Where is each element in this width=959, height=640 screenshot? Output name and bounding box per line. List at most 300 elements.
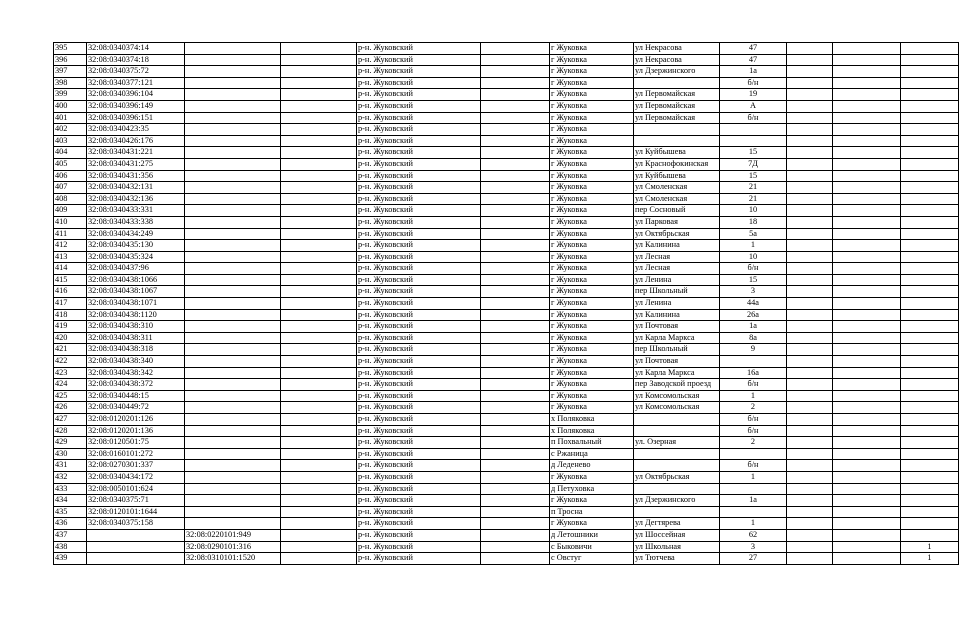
blank-cell-c xyxy=(787,529,833,541)
count-cell xyxy=(901,286,959,298)
cadastral-number-alt-cell xyxy=(185,298,281,310)
count-cell xyxy=(901,321,959,333)
row-number-cell: 413 xyxy=(54,251,87,263)
cadastral-number-alt-cell xyxy=(185,147,281,159)
blank-cell-c xyxy=(787,251,833,263)
blank-cell-a xyxy=(281,483,357,495)
count-cell xyxy=(901,367,959,379)
blank-cell-c xyxy=(787,286,833,298)
settlement-cell: г Жуковка xyxy=(550,390,634,402)
district-cell: р-н. Жуковский xyxy=(357,344,481,356)
blank-cell-a xyxy=(281,216,357,228)
house-number-cell: б/н xyxy=(720,77,787,89)
row-number-cell: 435 xyxy=(54,506,87,518)
blank-cell-b xyxy=(481,274,550,286)
street-cell xyxy=(634,135,720,147)
blank-cell-b xyxy=(481,553,550,565)
cadastral-number-cell: 32:08:0340435:130 xyxy=(87,240,185,252)
blank-cell-c xyxy=(787,390,833,402)
row-number-cell: 438 xyxy=(54,541,87,553)
blank-cell-a xyxy=(281,414,357,426)
count-cell xyxy=(901,147,959,159)
cadastral-number-alt-cell xyxy=(185,437,281,449)
settlement-cell: г Жуковка xyxy=(550,332,634,344)
settlement-cell: г Жуковка xyxy=(550,356,634,368)
blank-cell-c xyxy=(787,321,833,333)
blank-cell-a xyxy=(281,89,357,101)
count-cell xyxy=(901,425,959,437)
blank-cell-b xyxy=(481,216,550,228)
row-number-cell: 402 xyxy=(54,124,87,136)
count-cell xyxy=(901,529,959,541)
district-cell: р-н. Жуковский xyxy=(357,298,481,310)
count-cell xyxy=(901,77,959,89)
house-number-cell: 2 xyxy=(720,437,787,449)
district-cell: р-н. Жуковский xyxy=(357,529,481,541)
district-cell: р-н. Жуковский xyxy=(357,89,481,101)
district-cell: р-н. Жуковский xyxy=(357,100,481,112)
street-cell: пер Сосновый xyxy=(634,205,720,217)
settlement-cell: г Жуковка xyxy=(550,321,634,333)
blank-cell-b xyxy=(481,495,550,507)
cadastral-number-cell: 32:08:0340434:172 xyxy=(87,471,185,483)
blank-cell-b xyxy=(481,43,550,55)
district-cell: р-н. Жуковский xyxy=(357,541,481,553)
count-cell xyxy=(901,240,959,252)
cadastral-number-alt-cell xyxy=(185,332,281,344)
cadastral-number-alt-cell xyxy=(185,344,281,356)
blank-cell-c xyxy=(787,332,833,344)
blank-cell-d xyxy=(833,379,901,391)
blank-cell-d xyxy=(833,147,901,159)
cadastral-number-alt-cell xyxy=(185,274,281,286)
district-cell: р-н. Жуковский xyxy=(357,321,481,333)
blank-cell-c xyxy=(787,89,833,101)
blank-cell-d xyxy=(833,471,901,483)
blank-cell-b xyxy=(481,448,550,460)
settlement-cell: г Жуковка xyxy=(550,147,634,159)
blank-cell-a xyxy=(281,367,357,379)
house-number-cell xyxy=(720,124,787,136)
blank-cell-d xyxy=(833,553,901,565)
blank-cell-c xyxy=(787,448,833,460)
blank-cell-c xyxy=(787,471,833,483)
house-number-cell xyxy=(720,483,787,495)
row-number-cell: 439 xyxy=(54,553,87,565)
blank-cell-a xyxy=(281,100,357,112)
row-number-cell: 437 xyxy=(54,529,87,541)
blank-cell-d xyxy=(833,263,901,275)
count-cell xyxy=(901,506,959,518)
row-number-cell: 420 xyxy=(54,332,87,344)
blank-cell-d xyxy=(833,332,901,344)
count-cell xyxy=(901,344,959,356)
blank-cell-a xyxy=(281,298,357,310)
cadastral-number-alt-cell xyxy=(185,495,281,507)
settlement-cell: г Жуковка xyxy=(550,518,634,530)
count-cell xyxy=(901,54,959,66)
cadastral-number-alt-cell xyxy=(185,286,281,298)
cadastral-number-alt-cell xyxy=(185,356,281,368)
table-row xyxy=(54,170,959,182)
blank-cell-c xyxy=(787,274,833,286)
district-cell: р-н. Жуковский xyxy=(357,216,481,228)
row-number-cell: 403 xyxy=(54,135,87,147)
house-number-cell: б/н xyxy=(720,263,787,275)
blank-cell-d xyxy=(833,321,901,333)
street-cell xyxy=(634,460,720,472)
cadastral-number-cell: 32:08:0340438:1120 xyxy=(87,309,185,321)
table-row xyxy=(54,205,959,217)
cadastral-number-alt-cell xyxy=(185,518,281,530)
blank-cell-c xyxy=(787,240,833,252)
row-number-cell: 405 xyxy=(54,158,87,170)
blank-cell-c xyxy=(787,135,833,147)
settlement-cell: г Жуковка xyxy=(550,228,634,240)
table-row xyxy=(54,54,959,66)
street-cell: ул Карла Маркса xyxy=(634,367,720,379)
cadastral-number-cell: 32:08:0340449:72 xyxy=(87,402,185,414)
blank-cell-d xyxy=(833,77,901,89)
table-body xyxy=(54,43,959,565)
district-cell: р-н. Жуковский xyxy=(357,367,481,379)
house-number-cell: 2 xyxy=(720,402,787,414)
row-number-cell: 408 xyxy=(54,193,87,205)
table-row xyxy=(54,471,959,483)
blank-cell-a xyxy=(281,147,357,159)
table-row xyxy=(54,518,959,530)
house-number-cell: 1 xyxy=(720,471,787,483)
table-row xyxy=(54,437,959,449)
street-cell: ул Почтовая xyxy=(634,321,720,333)
blank-cell-b xyxy=(481,228,550,240)
table-row xyxy=(54,483,959,495)
blank-cell-c xyxy=(787,460,833,472)
row-number-cell: 424 xyxy=(54,379,87,391)
cadastral-number-alt-cell xyxy=(185,448,281,460)
cadastral-number-alt-cell xyxy=(185,321,281,333)
blank-cell-b xyxy=(481,298,550,310)
blank-cell-a xyxy=(281,43,357,55)
cadastral-number-cell: 32:08:0340435:324 xyxy=(87,251,185,263)
count-cell xyxy=(901,170,959,182)
blank-cell-c xyxy=(787,402,833,414)
count-cell xyxy=(901,332,959,344)
cadastral-number-alt-cell xyxy=(185,158,281,170)
blank-cell-a xyxy=(281,379,357,391)
street-cell: ул Смоленская xyxy=(634,193,720,205)
count-cell xyxy=(901,251,959,263)
blank-cell-a xyxy=(281,495,357,507)
street-cell: ул Комсомольская xyxy=(634,402,720,414)
house-number-cell: 62 xyxy=(720,529,787,541)
cadastral-number-alt-cell xyxy=(185,135,281,147)
street-cell: ул Первомайская xyxy=(634,100,720,112)
house-number-cell: 16а xyxy=(720,367,787,379)
settlement-cell: г Жуковка xyxy=(550,135,634,147)
cadastral-number-alt-cell xyxy=(185,170,281,182)
district-cell: р-н. Жуковский xyxy=(357,448,481,460)
blank-cell-a xyxy=(281,402,357,414)
house-number-cell: б/н xyxy=(720,112,787,124)
blank-cell-d xyxy=(833,356,901,368)
house-number-cell: 27 xyxy=(720,553,787,565)
table-row xyxy=(54,553,959,565)
blank-cell-a xyxy=(281,193,357,205)
blank-cell-d xyxy=(833,124,901,136)
count-cell xyxy=(901,414,959,426)
blank-cell-d xyxy=(833,309,901,321)
district-cell: р-н. Жуковский xyxy=(357,135,481,147)
blank-cell-c xyxy=(787,124,833,136)
cadastral-number-cell: 32:08:0340438:342 xyxy=(87,367,185,379)
table-row xyxy=(54,193,959,205)
district-cell: р-н. Жуковский xyxy=(357,170,481,182)
settlement-cell: г Жуковка xyxy=(550,193,634,205)
cadastral-number-cell: 32:08:0120101:1644 xyxy=(87,506,185,518)
blank-cell-b xyxy=(481,89,550,101)
district-cell: р-н. Жуковский xyxy=(357,379,481,391)
row-number-cell: 436 xyxy=(54,518,87,530)
table-row xyxy=(54,541,959,553)
blank-cell-d xyxy=(833,483,901,495)
house-number-cell: 1 xyxy=(720,390,787,402)
blank-cell-a xyxy=(281,390,357,402)
cadastral-number-alt-cell xyxy=(185,54,281,66)
count-cell xyxy=(901,471,959,483)
blank-cell-c xyxy=(787,216,833,228)
row-number-cell: 423 xyxy=(54,367,87,379)
blank-cell-c xyxy=(787,518,833,530)
street-cell: ул Парковая xyxy=(634,216,720,228)
table-row xyxy=(54,89,959,101)
count-cell xyxy=(901,356,959,368)
house-number-cell: 18 xyxy=(720,216,787,228)
blank-cell-d xyxy=(833,344,901,356)
count-cell xyxy=(901,43,959,55)
count-cell xyxy=(901,158,959,170)
cadastral-number-cell: 32:08:0120501:75 xyxy=(87,437,185,449)
table-row xyxy=(54,228,959,240)
row-number-cell: 396 xyxy=(54,54,87,66)
district-cell: р-н. Жуковский xyxy=(357,402,481,414)
settlement-cell: г Жуковка xyxy=(550,182,634,194)
street-cell: ул Октябрьская xyxy=(634,228,720,240)
settlement-cell: г Жуковка xyxy=(550,205,634,217)
blank-cell-c xyxy=(787,193,833,205)
district-cell: р-н. Жуковский xyxy=(357,158,481,170)
count-cell: 1 xyxy=(901,541,959,553)
row-number-cell: 418 xyxy=(54,309,87,321)
blank-cell-b xyxy=(481,460,550,472)
blank-cell-b xyxy=(481,390,550,402)
blank-cell-b xyxy=(481,158,550,170)
blank-cell-d xyxy=(833,43,901,55)
blank-cell-d xyxy=(833,390,901,402)
blank-cell-c xyxy=(787,112,833,124)
blank-cell-b xyxy=(481,100,550,112)
row-number-cell: 422 xyxy=(54,356,87,368)
blank-cell-d xyxy=(833,541,901,553)
settlement-cell: г Жуковка xyxy=(550,495,634,507)
street-cell: ул Тютчева xyxy=(634,553,720,565)
row-number-cell: 416 xyxy=(54,286,87,298)
cadastral-number-alt-cell xyxy=(185,228,281,240)
street-cell xyxy=(634,425,720,437)
cadastral-number-alt-cell xyxy=(185,193,281,205)
cadastral-number-cell: 32:08:0340437:96 xyxy=(87,263,185,275)
table-row xyxy=(54,286,959,298)
table-row xyxy=(54,263,959,275)
street-cell: ул Первомайская xyxy=(634,89,720,101)
blank-cell-b xyxy=(481,367,550,379)
blank-cell-b xyxy=(481,402,550,414)
blank-cell-d xyxy=(833,298,901,310)
blank-cell-c xyxy=(787,506,833,518)
blank-cell-a xyxy=(281,460,357,472)
settlement-cell: х Поляковка xyxy=(550,414,634,426)
street-cell xyxy=(634,506,720,518)
cadastral-number-alt-cell xyxy=(185,425,281,437)
blank-cell-c xyxy=(787,147,833,159)
row-number-cell: 433 xyxy=(54,483,87,495)
district-cell: р-н. Жуковский xyxy=(357,147,481,159)
street-cell: ул Ленина xyxy=(634,298,720,310)
cadastral-number-alt-cell xyxy=(185,390,281,402)
street-cell: пер Школьный xyxy=(634,344,720,356)
blank-cell-a xyxy=(281,251,357,263)
blank-cell-a xyxy=(281,112,357,124)
table-row xyxy=(54,147,959,159)
row-number-cell: 425 xyxy=(54,390,87,402)
street-cell: ул Первомайская xyxy=(634,112,720,124)
table-row xyxy=(54,402,959,414)
blank-cell-c xyxy=(787,77,833,89)
blank-cell-b xyxy=(481,506,550,518)
blank-cell-a xyxy=(281,541,357,553)
blank-cell-c xyxy=(787,541,833,553)
blank-cell-d xyxy=(833,495,901,507)
cadastral-number-cell: 32:08:0340396:151 xyxy=(87,112,185,124)
street-cell: ул Калинина xyxy=(634,309,720,321)
settlement-cell: г Жуковка xyxy=(550,263,634,275)
table-row xyxy=(54,240,959,252)
row-number-cell: 427 xyxy=(54,414,87,426)
street-cell: ул Комсомольская xyxy=(634,390,720,402)
blank-cell-d xyxy=(833,425,901,437)
district-cell: р-н. Жуковский xyxy=(357,286,481,298)
district-cell: р-н. Жуковский xyxy=(357,553,481,565)
blank-cell-b xyxy=(481,518,550,530)
district-cell: р-н. Жуковский xyxy=(357,460,481,472)
cadastral-number-alt-cell xyxy=(185,124,281,136)
table-row xyxy=(54,135,959,147)
count-cell: 1 xyxy=(901,553,959,565)
blank-cell-b xyxy=(481,193,550,205)
blank-cell-c xyxy=(787,379,833,391)
cadastral-number-cell: 32:08:0340438:310 xyxy=(87,321,185,333)
house-number-cell: 5а xyxy=(720,228,787,240)
house-number-cell: 3 xyxy=(720,541,787,553)
table-row xyxy=(54,309,959,321)
settlement-cell: г Жуковка xyxy=(550,66,634,78)
district-cell: р-н. Жуковский xyxy=(357,414,481,426)
district-cell: р-н. Жуковский xyxy=(357,193,481,205)
table-row xyxy=(54,124,959,136)
district-cell: р-н. Жуковский xyxy=(357,425,481,437)
cadastral-number-cell: 32:08:0120201:136 xyxy=(87,425,185,437)
blank-cell-b xyxy=(481,529,550,541)
blank-cell-d xyxy=(833,135,901,147)
district-cell: р-н. Жуковский xyxy=(357,483,481,495)
street-cell: ул Лесная xyxy=(634,263,720,275)
cadastral-number-cell: 32:08:0270301:337 xyxy=(87,460,185,472)
cadastral-number-alt-cell xyxy=(185,251,281,263)
table-row xyxy=(54,460,959,472)
blank-cell-a xyxy=(281,124,357,136)
row-number-cell: 401 xyxy=(54,112,87,124)
cadastral-number-cell: 32:08:0340438:1071 xyxy=(87,298,185,310)
blank-cell-c xyxy=(787,344,833,356)
row-number-cell: 430 xyxy=(54,448,87,460)
count-cell xyxy=(901,309,959,321)
cadastral-number-cell: 32:08:0340432:136 xyxy=(87,193,185,205)
blank-cell-b xyxy=(481,251,550,263)
blank-cell-a xyxy=(281,274,357,286)
row-number-cell: 406 xyxy=(54,170,87,182)
street-cell: ул Дегтярева xyxy=(634,518,720,530)
blank-cell-b xyxy=(481,483,550,495)
count-cell xyxy=(901,135,959,147)
blank-cell-c xyxy=(787,414,833,426)
count-cell xyxy=(901,216,959,228)
blank-cell-b xyxy=(481,124,550,136)
cadastral-number-alt-cell xyxy=(185,402,281,414)
blank-cell-d xyxy=(833,448,901,460)
cadastral-number-cell: 32:08:0340374:14 xyxy=(87,43,185,55)
row-number-cell: 429 xyxy=(54,437,87,449)
settlement-cell: г Жуковка xyxy=(550,54,634,66)
settlement-cell: г Жуковка xyxy=(550,170,634,182)
cadastral-number-alt-cell xyxy=(185,100,281,112)
settlement-cell: г Жуковка xyxy=(550,43,634,55)
blank-cell-d xyxy=(833,251,901,263)
row-number-cell: 407 xyxy=(54,182,87,194)
row-number-cell: 399 xyxy=(54,89,87,101)
blank-cell-a xyxy=(281,518,357,530)
district-cell: р-н. Жуковский xyxy=(357,309,481,321)
blank-cell-a xyxy=(281,66,357,78)
blank-cell-b xyxy=(481,332,550,344)
row-number-cell: 431 xyxy=(54,460,87,472)
blank-cell-a xyxy=(281,135,357,147)
district-cell: р-н. Жуковский xyxy=(357,274,481,286)
street-cell: ул Калинина xyxy=(634,240,720,252)
blank-cell-c xyxy=(787,43,833,55)
cadastral-number-cell xyxy=(87,553,185,565)
blank-cell-d xyxy=(833,112,901,124)
cadastral-number-alt-cell: 32:08:0290101:316 xyxy=(185,541,281,553)
house-number-cell: 8а xyxy=(720,332,787,344)
district-cell: р-н. Жуковский xyxy=(357,390,481,402)
blank-cell-d xyxy=(833,518,901,530)
blank-cell-d xyxy=(833,205,901,217)
blank-cell-a xyxy=(281,228,357,240)
cadastral-number-alt-cell: 32:08:0310101:1520 xyxy=(185,553,281,565)
cadastral-number-alt-cell xyxy=(185,309,281,321)
row-number-cell: 414 xyxy=(54,263,87,275)
table-row xyxy=(54,182,959,194)
